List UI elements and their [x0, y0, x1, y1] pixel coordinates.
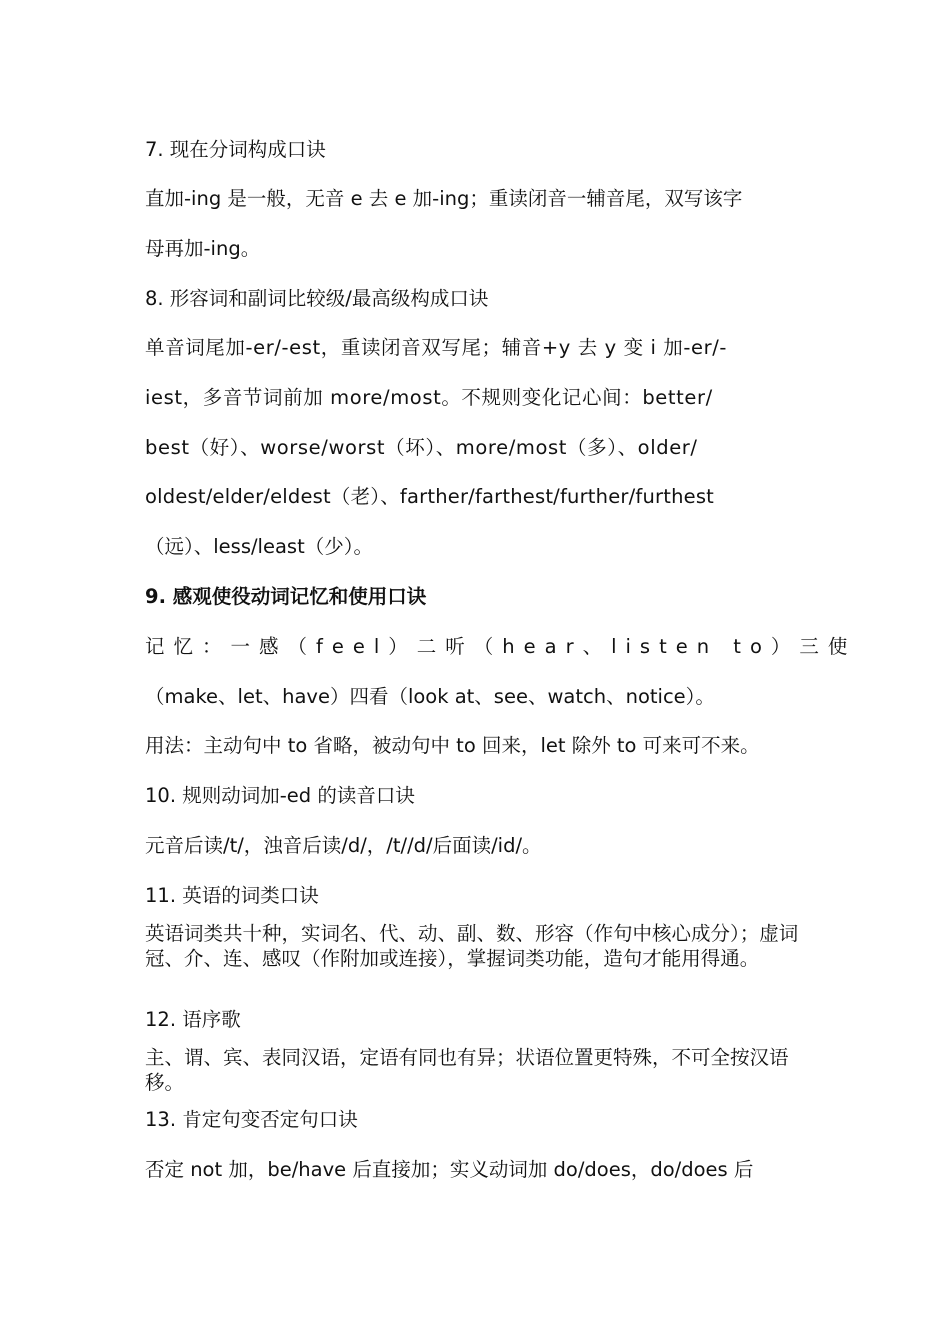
paragraph-9-line-3: 用法：主动句中 to 省略，被动句中 to 回来，let 除外 to 可来可不来。	[145, 734, 760, 757]
heading-9: 9. 感观使役动词记忆和使用口诀	[145, 585, 427, 608]
paragraph-11: 英语词类共十种，实词名、代、动、副、数、形容（作句中核心成分）；虚词冠、介、连、感叹（作附加或连接），掌握词类功能，造句才能用得通。	[145, 922, 799, 970]
paragraph-8-line-4: oldest/elder/eldest（老）、farther/farthest/further/furthest	[145, 485, 715, 508]
paragraph-13: 否定 not 加，be/have 后直接加；实义动词加 do/does，do/does 后	[145, 1158, 754, 1181]
heading-8: 8. 形容词和副词比较级/最高级构成口诀	[145, 287, 489, 310]
paragraph-7-line-2: 母再加-ing。	[145, 237, 261, 260]
paragraph-12: 主、谓、宾、表同汉语，定语有同也有异；状语位置更特殊，不可全按汉语移。	[145, 1046, 789, 1094]
paragraph-8-line-2: iest，多音节词前加 more/most。不规则变化记心间：better/	[145, 386, 713, 409]
heading-11: 11. 英语的词类口诀	[145, 884, 319, 907]
paragraph-7-line-1: 直加-ing 是一般，无音 e 去 e 加-ing；重读闭音一辅音尾，双写该字	[145, 187, 743, 210]
heading-13: 13. 肯定句变否定句口诀	[145, 1108, 358, 1131]
paragraph-8-line-1: 单音词尾加-er/-est，重读闭音双写尾；辅音+y 去 y 变 i 加-er/-	[145, 336, 728, 359]
paragraph-8-line-5: （远）、less/least（少）。	[145, 535, 373, 558]
paragraph-9-line-2: （make、let、have）四看（look at、see、watch、notice）。	[145, 685, 715, 708]
heading-12: 12. 语序歌	[145, 1008, 241, 1031]
paragraph-9-line-1: 记忆：一感（feel）二听（hear、listen to）三使	[145, 635, 857, 658]
heading-10: 10. 规则动词加-ed 的读音口诀	[145, 784, 415, 807]
paragraph-8-line-3: best（好）、worse/worst（坏）、more/most（多）、older/	[145, 436, 698, 459]
paragraph-10: 元音后读/t/，浊音后读/d/，/t//d/后面读/id/。	[145, 834, 542, 857]
heading-7: 7. 现在分词构成口诀	[145, 138, 326, 161]
